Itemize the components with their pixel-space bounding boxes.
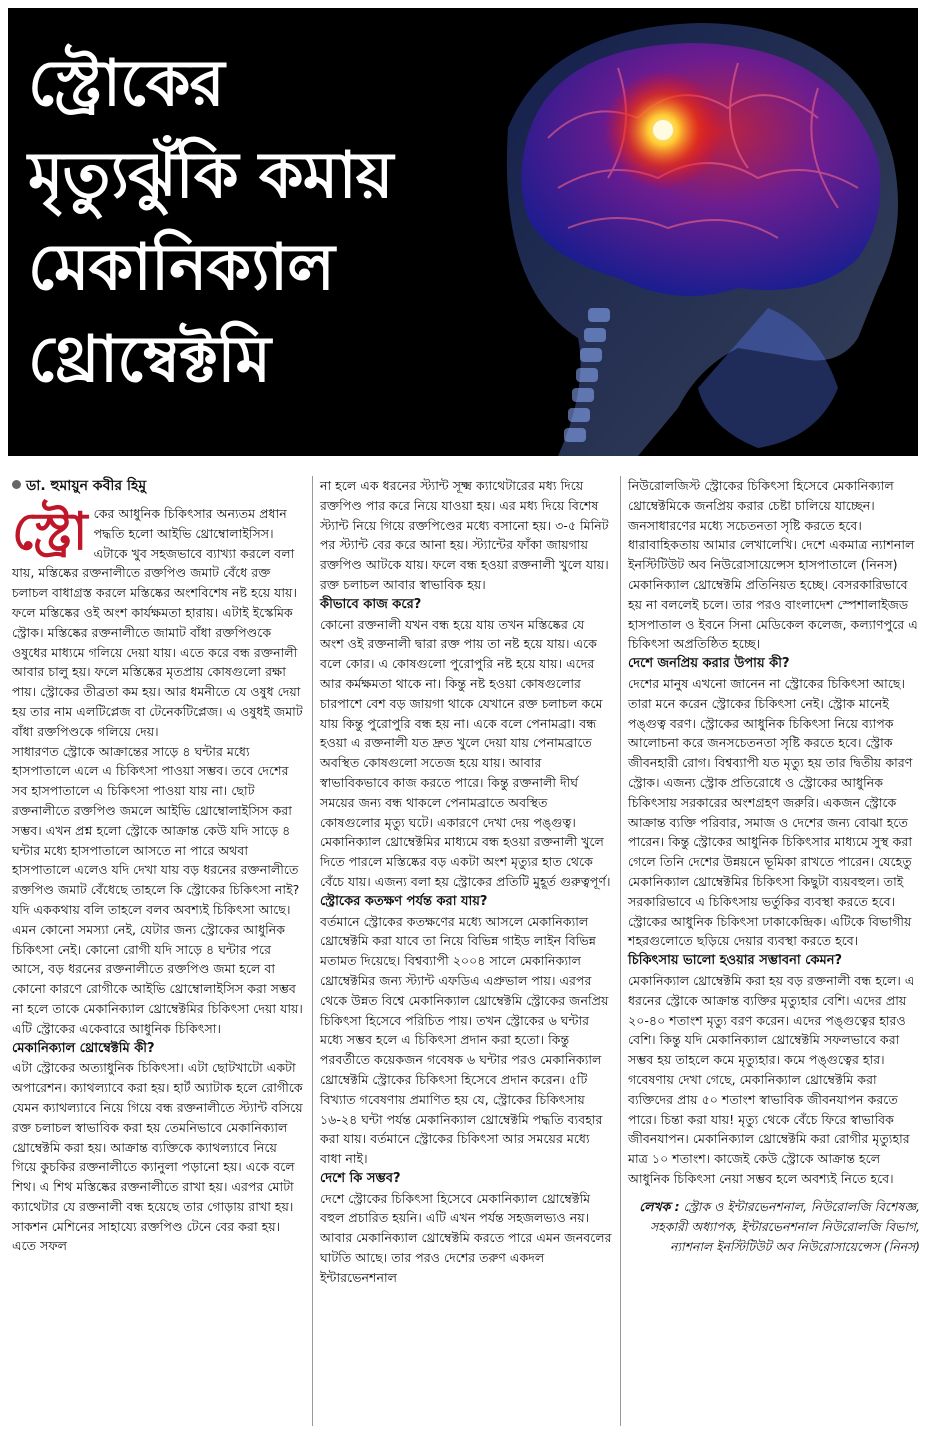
paragraph: যদি এককথায় বলি তাহলে বলব অবশ্যই চিকিৎসা আছে। এমন কোনো সমস্যা নেই, যেটার জন্য স্ট্রোকের আধুনিক চিকিৎসা নেই। কোনো রোগী যদি সাড়ে ৪ ঘন্টার পরে আসে, বড় ধরনের রক্তনালীতে রক্তপিণ্ড জমা হলে বা কোনো কারণে রোগীকে আইভি থ্রোম্বোলাইসিস করা সম্ভব না হলে তাকে মেকানিক্যাল থ্রোম্বেক্টমির চিকিৎসা দেয়া যায়। এটি স্ট্রোকের একেবারে আধুনিক চিকিৎসা। (12, 901, 303, 1036)
column-divider (620, 476, 621, 1426)
author-affiliation: স্ট্রোক ও ইন্টারভেনশনাল, নিউরোলজি বিশেষজ্ঞ, সহকারী অধ্যাপক, ইন্টারভেনশনাল নিউরোলজি বিভাগ, ন্যাশনাল ইনস্টিটিউট অব নিউরোসায়েন্সেস (নিনস) (650, 1198, 920, 1254)
drop-cap: স্ট্রো (12, 502, 88, 562)
article-column-1 (12, 476, 304, 1256)
byline (12, 476, 304, 496)
paragraph: দেশের মানুষ এখনো জানেন না স্ট্রোকের চিকিৎসা আছে। তারা মনে করেন স্ট্রোকের চিকিৎসা নেই। স্ট্রোক মানেই পঙ্গুত্ব বরণ। স্ট্রোকের আধুনিক চিকিৎসা নিয়ে ব্যাপক আলোচনা করে জনসচেতনতা সৃষ্টি করতে হবে। স্ট্রোক জীবনহারী রোগ। বিশ্বব্যাপী যত মৃত্যু হয় তার দ্বিতীয় কারণ স্ট্রোক। এজন্য স্ট্রোক প্রতিরোধে ও স্ট্রোকের আধুনিক চিকিৎসায় সরকারের অংশগ্রহণ জরুরি। একজন স্ট্রোকে আক্রান্ত ব্যক্তি পরিবার, সমাজ ও দেশের জন্য বোঝা হতে পারেন। কিন্তু স্ট্রোকের আধুনিক চিকিৎসার মাধ্যমে সুস্থ করা গেলে তিনি দেশের উন্নয়নে ভূমিকা রাখতে পারেন। যেহেতু মেকানিক্যাল থ্রোম্বেক্টমির চিকিৎসা কিছুটা ব্যয়বহুল। তাই সরকারিভাবে এ চিকিৎসায় ভর্তুকির ব্যবস্থা করতে হবে। স্ট্রোকের আধুনিক চিকিৎসা ঢাকাকেন্দ্রিক। এটিকে বিভাগীয় শহরগুলোতে ছড়িয়ে দেয়ার ব্যবস্থা করতে হবে। (628, 675, 913, 949)
paragraph: নিউরোলজিস্ট স্ট্রোকের চিকিৎসা হিসেবে মেকানিক্যাল থ্রোম্বেক্টমিকে জনপ্রিয় করার চেষ্টা চালিয়ে যাচ্ছেন। জনসাধারণের মধ্যে সচেতনতা সৃষ্টি করতে হবে। ধারাবাহিকতায় আমার লেখালেখি। দেশে একমাত্র ন্যাশনাল ইনস্টিটিউট অব নিউরোসায়েন্সেস হাসপাতালে (নিনস) মেকানিক্যাল থ্রোম্বেক্টমি প্রতিনিয়ত হচ্ছে। বেসরকারিভাবে হয় না বললেই চলে। তার পরও বাংলাদেশ স্পেশালাইজড হাসপাতাল ও ইবনে সিনা মেডিকেল কলেজ, কল্যাণপুরে এ চিকিৎসা অপ্রতিষ্ঠিত হচ্ছে। (628, 478, 918, 652)
paragraph: সাধারণত স্ট্রোকে আক্রান্তের সাড়ে ৪ ঘন্টার মধ্যে হাসপাতালে এলে এ চিকিৎসা পাওয়া সম্ভব। তবে দেশের সব হাসপাতালে এ চিকিৎসা পাওয়া যায় না। ছোট রক্তনালীতে রক্তপিণ্ড জমলে আইভি থ্রোম্বোলাইসিস করা সম্ভব। এখন প্রশ্ন হলো স্ট্রোকে আক্রান্ত কেউ যদি সাড়ে ৪ ঘন্টার মধ্যে হাসপাতালে আসতে না পারে অথবা হাসপাতালে এলেও যদি দেখা যায় বড় ধরনের রক্তনালীতে রক্তপিণ্ড জমাট বেঁধেছে তাহলে কি স্ট্রোকের চিকিৎসা নাই? (12, 743, 300, 898)
headline-line-3: মেকানিক্যাল (28, 231, 334, 305)
paragraph: স্ট্রো কের আধুনিক চিকিৎসার অন্যতম প্রধান পদ্ধতি হলো আইভি থ্রোম্বোলাইসিস। এটাকে খুব সহজভাবে ব্যাখ্যা করলে বলা যায়, মস্তিষ্কের রক্তনালীতে রক্তপিণ্ড জমাট বেঁধে রক্ত চলাচল বাধাগ্রস্ত করলে মস্তিষ্কের অংশবিশেষ নষ্ট হয়ে যায়। ফলে মস্তিষ্কের ওই অংশ কার্যক্ষমতা হারায়। এটাই ইস্কেমিক স্ট্রোক। মস্তিষ্কের রক্তনালীতে জামাট বাঁধা রক্তপিণ্ডকে ওষুধের মাধ্যমে গলিয়ে দেয়া যায়। এতে করে বন্ধ রক্তনালী আবার চালু হয়। ফলে মস্তিষ্কের মৃতপ্রায় কোষগুলো রক্ষা পায়। স্ট্রোকের তীব্রতা কম হয়। আর ধমনীতে যে ওষুধ দেয়া হয় তার নাম এলটিপ্লেজ বা টেনেকটিপ্লেজ। এ ওষুধই জমাট বাঁধা রক্তপিণ্ডকে গলিয়ে দেয়। (12, 502, 303, 739)
paragraph: না হলে এক ধরনের স্ট্যান্ট সূক্ষ্ম ক্যাথেটারের মধ্য দিয়ে রক্তপিণ্ড পার করে নিয়ে যাওয়া হয়। এর মধ্য দিয়ে বিশেষ স্ট্যান্ট নিয়ে গিয়ে রক্তপিণ্ডের মধ্যে বসানো হয়। ৩-৫ মিনিট পর স্ট্যান্ট বের করে আনা হয়। স্ট্যান্টের ফাঁকা জায়গায় রক্তপিণ্ড আটকে যায়। ফলে বন্ধ হওয়া রক্তনালী খুলে যায়। রক্ত চলাচল আবার স্বাভাবিক হয়। (320, 478, 609, 592)
header-banner (8, 8, 918, 456)
section-heading: দেশে জনপ্রিয় করার উপায় কী? (628, 656, 790, 672)
section-heading: স্ট্রোকের কতক্ষণ পর্যন্ত করা যায়? (320, 893, 488, 909)
author-credit (628, 1197, 920, 1257)
paragraph: কোনো রক্তনালী যখন বন্ধ হয়ে যায় তখন মস্তিষ্কের যে অংশ ওই রক্তনালী দ্বারা রক্ত পায় তা নষ্ট হয়ে যায়। একে বলে কোর। এ কোষগুলো পুরোপুরি নষ্ট হয়ে যায়। এদের আর কর্মক্ষমতা থাকে না। কিন্তু নষ্ট হওয়া কোষগুলোর চারপাশে বেশ বড় জায়গা থাকে যেখানে রক্ত চলাচল কমে যায় কিন্তু পুরোপুরি বন্ধ হয় না। একে বলে পেনামব্রা। বন্ধ হওয়া এ রক্তনালী যত দ্রুত খুলে দেয়া যায় পেনামব্রাতে অবস্থিত কোষগুলো সতেজ হয়ে যায়। আবার স্বাভাবিকভাবে কাজ করতে পারে। কিন্তু রক্তনালী দীর্ঘ সময়ের জন্য বন্ধ থাকলে পেনামব্রাতে অবস্থিত কোষগুলোর মৃত্যু ঘটে। একারণে দেখা দেয় পঙ্গুত্ব। মেকানিক্যাল থ্রোম্বেক্টমির মাধ্যমে বন্ধ হওয়া রক্তনালী খুলে দিতে পারলে মস্তিষ্কের বড় একটা অংশ মৃত্যুর হাত থেকে বেঁচে যায়। এজন্য বলা হয় স্ট্রোকের প্রতিটি মুহূর্ত গুরুত্বপূর্ণ। (320, 616, 611, 889)
section-heading: চিকিৎসায় ভালো হওয়ার সম্ভাবনা কেমন? (628, 953, 843, 969)
section-heading: কীভাবে কাজ করে? (320, 596, 422, 612)
section-heading: দেশে কি সম্ভব? (320, 1170, 401, 1186)
headline-line-2: মৃত্যুঝুঁকি কমায় (28, 139, 393, 213)
column-divider (312, 476, 313, 1426)
paragraph: মেকানিক্যাল থ্রোম্বেক্টমি করা হয় বড় রক্তনালী বন্ধ হলে। এ ধরনের স্ট্রোকে আক্রান্ত ব্যক্তির মৃত্যুহার বেশি। এদের প্রায় ২০-৪০ শতাংশ মৃত্যু বরণ করেন। এদের পঙ্গুত্বের হারও বেশি। কিন্তু যদি মেকানিক্যাল থ্রোম্বেক্টমি সফলভাবে করা সম্ভব হয় তাহলে কমে মৃত্যুহার। কমে পঙ্গুত্বের হার। গবেষণায় দেখা গেছে, মেকানিক্যাল থ্রোম্বেক্টমি করা ব্যক্তিদের প্রায় ৫০ শতাংশ স্বাভাবিক জীবনযাপন করতে পারে। চিন্তা করা যায়! মৃত্যু থেকে বেঁচে ফিরে স্বাভাবিক জীবনযাপন। মেকানিক্যাল থ্রোম্বেক্টমি করা রোগীর মৃত্যুহার মাত্র ১০ শতাংশ। কাজেই কেউ স্ট্রোকে আক্রান্ত হলে আধুনিক চিকিৎসা নেয়া সম্ভব হলে অবশ্যই নিতে হবে। (628, 972, 915, 1186)
headline-line-4: থ্রোম্বেক্টমি (28, 323, 271, 397)
bullet-icon (12, 480, 21, 489)
article-body (8, 476, 920, 1426)
paragraph: দেশে স্ট্রোকের চিকিৎসা হিসেবে মেকানিক্যাল থ্রোম্বেক্টমি বহুল প্রচারিত হয়নি। এটি এখন পর্যন্ত সহজলভ্যও নয়। আবার মেকানিক্যাল থ্রোম্বেক্টমি করতে পারে এমন জনবলের ঘাটতি আছে। তার পরও দেশের তরুণ একদল ইন্টারভেনশনাল (320, 1190, 612, 1285)
paragraph: এটা স্ট্রোকের অত্যাধুনিক চিকিৎসা। এটা ছোটখাটো একটা অপারেশন। ক্যাথল্যাবে করা হয়। হার্ট অ্যাটাক হলে রোগীকে যেমন ক্যাথল্যাবে নিয়ে গিয়ে বন্ধ রক্তনালীতে স্ট্যান্ট বসিয়ে রক্ত চলাচল স্বাভাবিক করা হয় তেমনিভাবে মেকানিক্যাল থ্রোম্বেক্টমি করা হয়। আক্রান্ত ব্যক্তিকে ক্যাথল্যাবে নিয়ে গিয়ে কুচকির রক্তনালীতে ক্যানুলা পড়ানো হয়। একে বলে শিথ। এ শিথ মস্তিষ্কের রক্তনালীতে রাখা হয়। এরপর মোটা ক্যাথেটার যে রক্তনালী বন্ধ হয়েছে তার গোড়ায় রাখা হয়। সাকশন মেশিনের সাহায্যে রক্তপিণ্ড টেনে বের করা হয়। এতে সফল (12, 1060, 303, 1254)
article-column-2 (320, 476, 612, 1288)
paragraph: বর্তমানে স্ট্রোকের কতক্ষণের মধ্যে আসলে মেকানিক্যাল থ্রোম্বেক্টমি করা যাবে তা নিয়ে বিভিন্ন গাইড লাইন বিভিন্ন মতামত দিয়েছে। বিশ্বব্যাপী ২০০৪ সালে মেকানিক্যাল থ্রোম্বেক্টমির জন্য স্ট্যান্ট এফডিএ এপ্রুভাল পায়। এরপর থেকে উন্নত বিশ্বে মেকানিক্যাল থ্রোম্বেক্টমি স্ট্রোকের জনপ্রিয় চিকিৎসা হিসেবে পরিচিত পায়। তখন স্ট্রোকের ৬ ঘন্টার মধ্যে সম্ভব হলে এ চিকিৎসা প্রদান করা হতো। কিন্তু পরবর্তীতে কয়েকজন গবেষক ৬ ঘন্টার পরও মেকানিক্যাল থ্রোম্বেক্টমি স্ট্রোকের চিকিৎসা হিসেবে প্রদান করেন। ৫টি বিখ্যাত গবেষণায় প্রমাণিত হয় যে, স্ট্রোকের চিকিৎসায় ১৬-২৪ ঘন্টা পর্যন্ত মেকানিক্যাল থ্রোম্বেক্টমি পদ্ধতি ব্যবহার করা যায়। বর্তমানে স্ট্রোকের চিকিৎসা আর সময়ের মধ্যে বাধা নাই। (320, 913, 609, 1167)
article-column-3 (628, 476, 920, 1257)
headline (28, 38, 548, 406)
headline-line-1: স্ট্রোকের (28, 47, 224, 121)
section-heading: মেকানিক্যাল থ্রোম্বেক্টমি কী? (12, 1040, 155, 1056)
author-label: লেখক : (639, 1198, 680, 1214)
author-name: ডা. হুমায়ুন কবীর হিমু (26, 478, 147, 494)
